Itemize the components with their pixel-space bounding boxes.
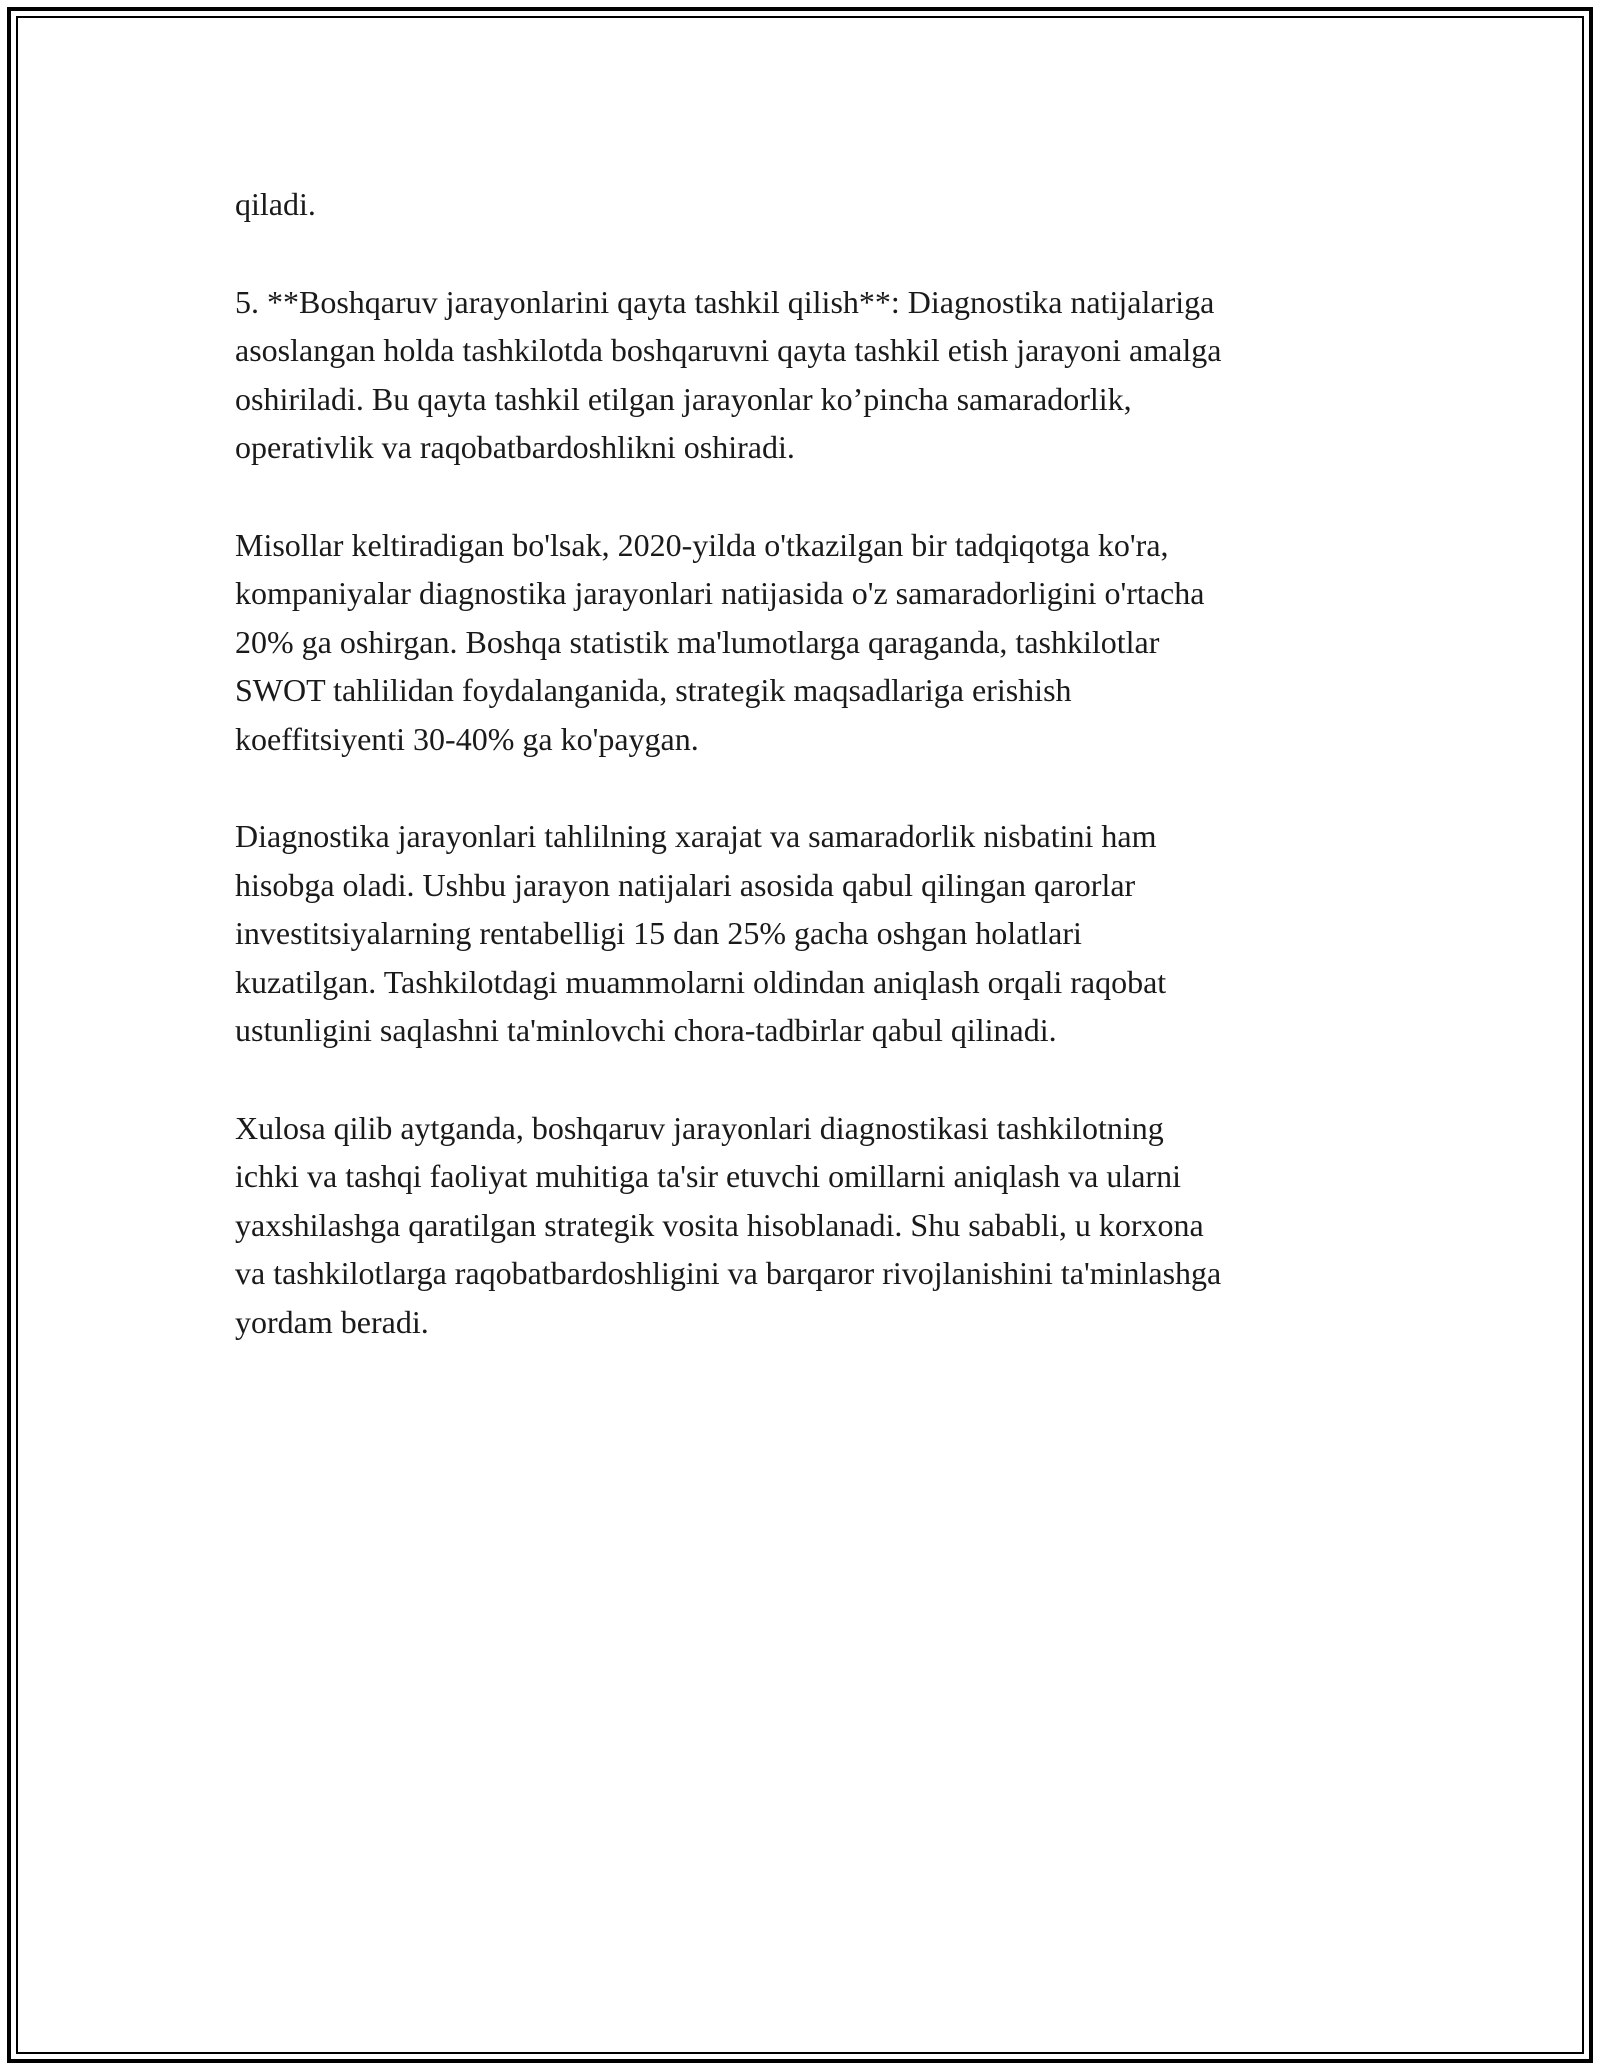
text-line: yordam beradi. xyxy=(235,1303,429,1340)
paragraph-conclusion xyxy=(235,1104,1375,1347)
text-line: kompaniyalar diagnostika jarayonlari natijasida o'z samaradorligini o'rtacha xyxy=(235,575,1205,611)
text-line: SWOT tahlilidan foydalanganida, strategik maqsadlariga erishish xyxy=(235,672,1072,708)
paragraph-item-5 xyxy=(235,278,1375,472)
text-line: oshiriladi. Bu qayta tashkil etilgan jarayonlar ko’pincha samaradorlik, xyxy=(235,380,1132,417)
paragraph-continuation xyxy=(235,180,1375,229)
text-line: Misollar keltiradigan bo'lsak, 2020-yilda o'tkazilgan bir tadqiqotga ko'ra, xyxy=(235,526,1169,563)
text-line: kuzatilgan. Tashkilotdagi muammolarni oldindan aniqlash orqali raqobat xyxy=(235,963,1167,1000)
text-line: 5. **Boshqaruv jarayonlarini qayta tashkil qilish**: Diagnostika natijalariga xyxy=(235,283,1215,320)
text-line: asoslangan holda tashkilotda boshqaruvni qayta tashkil etish jarayoni amalga xyxy=(235,332,1222,368)
document-body xyxy=(235,180,1375,1395)
text-line: koeffitsiyenti 30-40% ga ko'paygan. xyxy=(235,720,699,757)
text-line: ichki va tashqi faoliyat muhitiga ta'sir etuvchi omillarni aniqlash va ularni xyxy=(235,1158,1181,1194)
text-line: yaxshilashga qaratilgan strategik vosita hisoblanadi. Shu sababli, u korxona xyxy=(235,1206,1204,1243)
text-line: Diagnostika jarayonlari tahlilning xarajat va samaradorlik nisbatini ham xyxy=(235,818,1157,854)
text-line: qiladi. xyxy=(235,186,316,222)
text-line: hisobga oladi. Ushbu jarayon natijalari asosida qabul qilingan qarorlar xyxy=(235,866,1136,903)
text-line: ustunligini saqlashni ta'minlovchi chora-tadbirlar qabul qilinadi. xyxy=(235,1012,1057,1048)
text-line: 20% ga oshirgan. Boshqa statistik ma'lumotlarga qaraganda, tashkilotlar xyxy=(235,623,1160,660)
text-line: investitsiyalarning rentabelligi 15 dan 25% gacha oshgan holatlari xyxy=(235,915,1082,951)
text-line: operativlik va raqobatbardoshlikni oshiradi. xyxy=(235,429,795,465)
text-line: Xulosa qilib aytganda, boshqaruv jarayonlari diagnostikasi tashkilotning xyxy=(235,1109,1164,1146)
text-line: va tashkilotlarga raqobatbardoshligini va barqaror rivojlanishini ta'minlashga xyxy=(235,1255,1222,1291)
paragraph-examples xyxy=(235,521,1375,764)
paragraph-cost-efficiency xyxy=(235,812,1375,1055)
